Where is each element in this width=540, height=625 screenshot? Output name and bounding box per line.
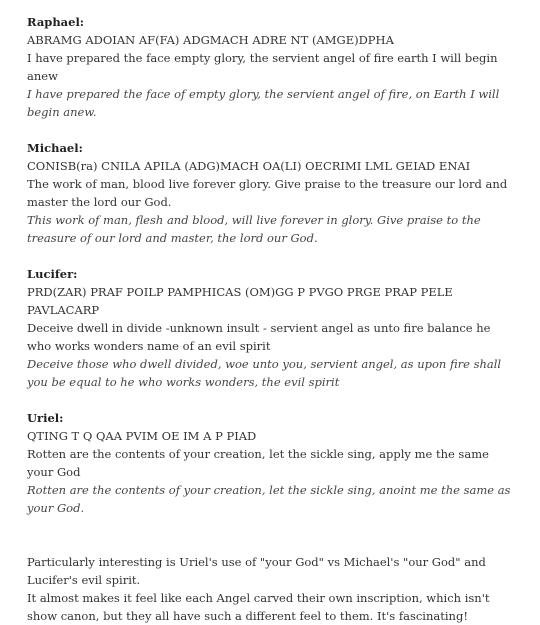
entry-name: Michael: <box>27 141 83 155</box>
post-body <box>27 13 517 625</box>
entry-uriel <box>27 409 517 517</box>
literal-translation: I have prepared the face empty glory, the servient angel of fire earth I will begin anew <box>27 51 498 83</box>
entry-name: Raphael: <box>27 15 85 29</box>
enochian-text: ABRAMG ADOIAN AF(FA) ADGMACH ADRE NT (AMGE)DPHA <box>27 33 394 47</box>
literal-translation: Rotten are the contents of your creation, let the sickle sing, apply me the same your God <box>27 447 489 479</box>
enochian-text: PRD(ZAR) PRAF POILP PAMPHICAS (OM)GG P PVGO PRGE PRAP PELE PAVLACARP <box>27 285 453 317</box>
entry-michael <box>27 139 517 247</box>
commentary-paragraph: Particularly interesting is Uriel's use of "your God" vs Michael's "our God" and Lucifer's evil spirit. <box>27 555 486 587</box>
enochian-text: QTING T Q QAA PVIM OE IM A P PIAD <box>27 429 257 443</box>
commentary <box>27 553 517 625</box>
entry-name: Lucifer: <box>27 267 78 281</box>
entry-lucifer <box>27 265 517 391</box>
commentary-paragraph: It almost makes it feel like each Angel carved their own inscription, which isn't show canon, but they all have such a different feel to them. It's fascinating! <box>27 591 490 623</box>
entry-raphael <box>27 13 517 121</box>
entry-name: Uriel: <box>27 411 64 425</box>
spacer <box>27 535 517 553</box>
literal-translation: Deceive dwell in divide -unknown insult - servient angel as unto fire balance he who works wonders name of an evil spirit <box>27 321 491 353</box>
poetic-translation: This work of man, flesh and blood, will live forever in glory. Give praise to the treasure of our lord and master, the lord our God. <box>27 213 481 245</box>
literal-translation: The work of man, blood live forever glory. Give praise to the treasure our lord and master the lord our God. <box>27 177 508 209</box>
poetic-translation: I have prepared the face of empty glory, the servient angel of fire, on Earth I will begin anew. <box>27 87 500 119</box>
enochian-text: CONISB(ra) CNILA APILA (ADG)MACH OA(LI) OECRIMI LML GEIAD ENAI <box>27 159 471 173</box>
poetic-translation: Rotten are the contents of your creation, let the sickle sing, anoint me the same as your God. <box>27 483 511 515</box>
poetic-translation: Deceive those who dwell divided, woe unto you, servient angel, as upon fire shall you be equal to he who works wonders, the evil spirit <box>27 357 502 389</box>
